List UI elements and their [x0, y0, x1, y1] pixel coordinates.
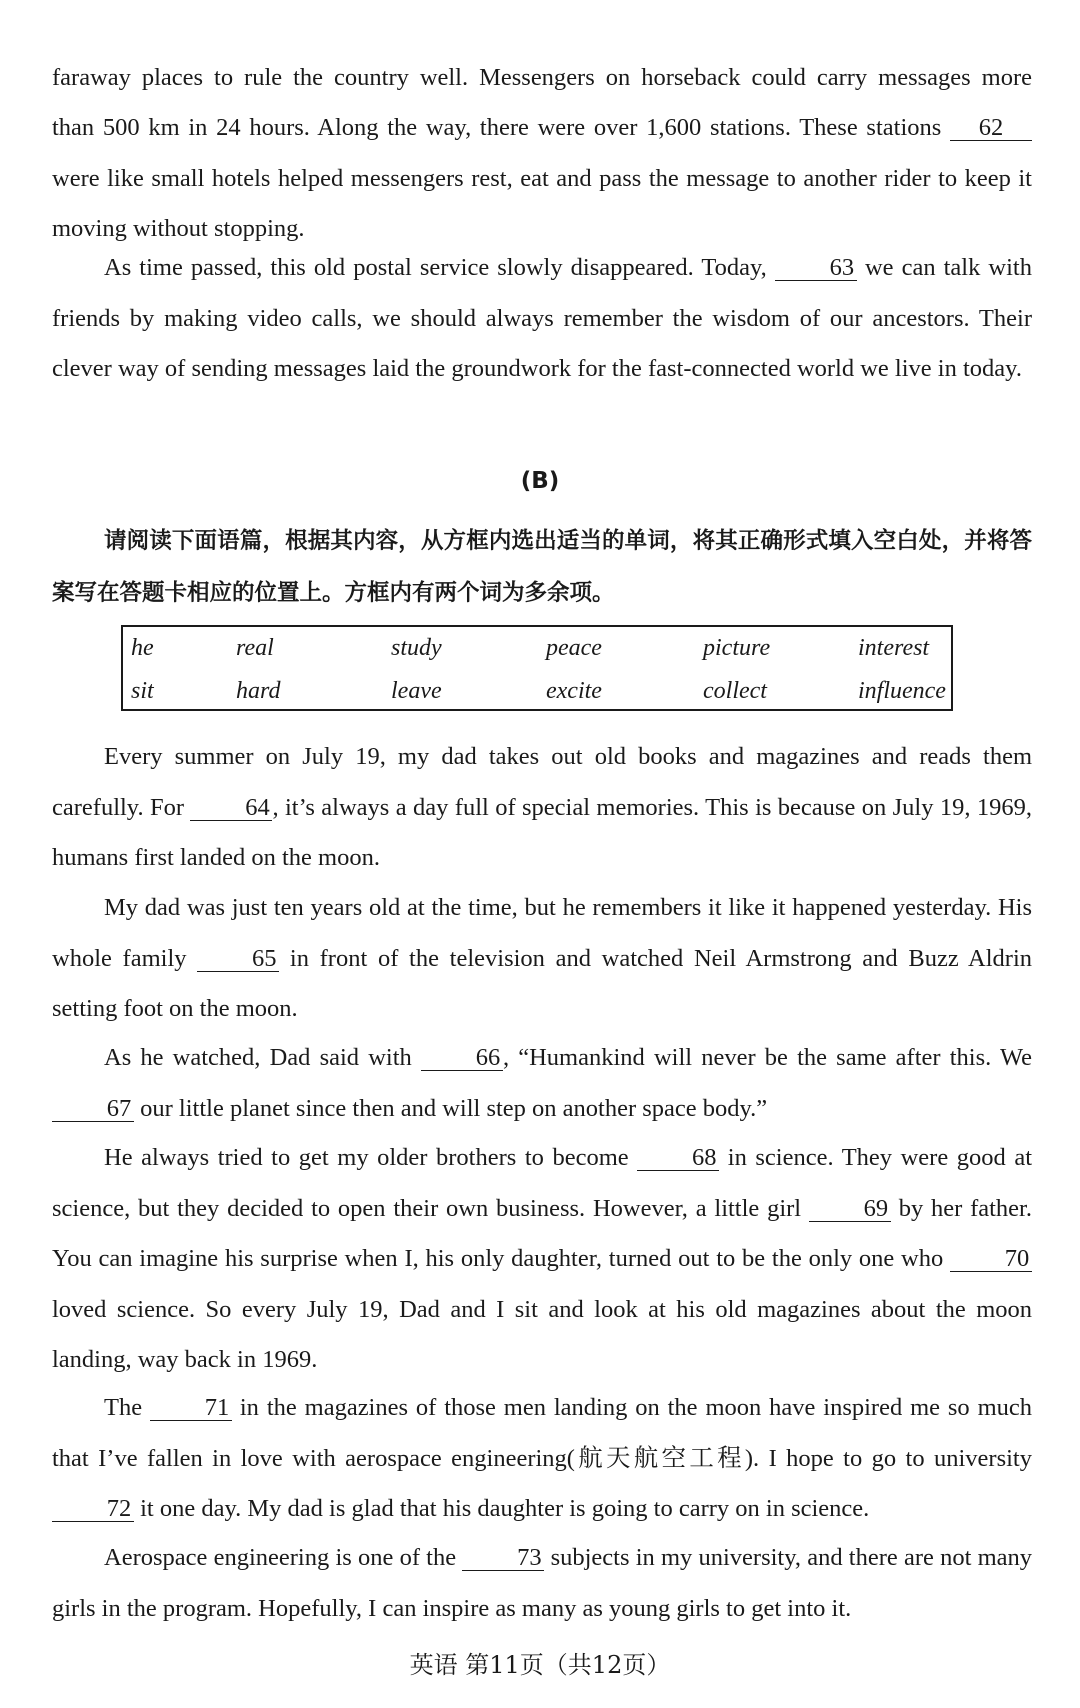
- blank-70[interactable]: 70: [950, 1247, 1032, 1272]
- passage-b-paragraph-4: [52, 1133, 1032, 1386]
- text-run: Aerospace engineering is one of the: [104, 1544, 457, 1571]
- word-option: hard: [236, 678, 281, 704]
- text-run: were like small hotels helped messengers rest, eat and pass the message to another rider to keep it moving without stopping.: [52, 164, 1032, 242]
- text-run: subjects in my university, and there are not many girls in the program. Hopefully, I can inspire as many as young girls to get into it.: [52, 1544, 1033, 1622]
- blank-72[interactable]: 72: [52, 1497, 134, 1522]
- passage-b-paragraph-1: [52, 732, 1032, 884]
- word-option: real: [236, 635, 274, 661]
- word-option: interest: [858, 635, 930, 661]
- text-run: than 500 km in 24 hours. Along the way, there were over 1,600 stations. These stations: [52, 114, 942, 141]
- passage-b-paragraph-3: [52, 1033, 1032, 1134]
- blank-71[interactable]: 71: [150, 1396, 232, 1421]
- word-option: leave: [391, 678, 442, 704]
- passage-b-paragraph-2: [52, 883, 1032, 1035]
- blank-69[interactable]: 69: [809, 1197, 891, 1222]
- text-run: we can talk with friends by making video calls, we should always remember the wisdom of our ancestors. Their clever way of sending messages laid the groundwork for the fast-connected world we live in today.: [52, 254, 1032, 382]
- blank-67[interactable]: 67: [52, 1097, 134, 1122]
- word-box: [121, 625, 953, 711]
- text-run: faraway places to rule the country well. Messengers on horseback could carry messages more: [52, 64, 1032, 91]
- passage-a-line-1: [52, 53, 1032, 104]
- text-run: As time passed, this old postal service slowly disappeared. Today,: [104, 254, 767, 281]
- text-run: He always tried to get my older brothers to become: [104, 1144, 629, 1171]
- blank-63[interactable]: 63: [775, 256, 857, 281]
- passage-a-paragraph-continued: [52, 103, 1032, 255]
- text-run: it one day. My dad is glad that his daughter is going to carry on in science.: [140, 1495, 870, 1522]
- text-run: As he watched, Dad said with: [104, 1044, 412, 1071]
- blank-73[interactable]: 73: [462, 1546, 544, 1571]
- text-run: our little planet since then and will step on another space body.”: [140, 1094, 768, 1122]
- word-option: sit: [131, 678, 154, 704]
- section-b-instructions: 请阅读下面语篇，根据其内容，从方框内选出适当的单词，将其正确形式填入空白处，并将答案写在答题卡相应的位置上。方框内有两个词为多余项。: [52, 528, 1032, 606]
- text-run: Every summer on July 19, my dad takes out old books and magazines and reads them carefully. For: [52, 743, 1032, 821]
- blank-62[interactable]: 62: [950, 116, 1032, 141]
- text-run: loved science. So every July 19, Dad and I sit and look at his old magazines about the moon landing, way back in 1969.: [52, 1295, 1032, 1373]
- blank-65[interactable]: 65: [197, 947, 279, 972]
- text-run: , “Humankind will never be the same after this. We: [502, 1044, 1032, 1071]
- text-run: in front of the television and watched Neil Armstrong and Buzz Aldrin setting foot on the moon.: [52, 944, 1032, 1022]
- blank-66[interactable]: 66: [421, 1046, 503, 1071]
- word-option: picture: [703, 635, 771, 661]
- text-run: My dad was just ten years old at the time, but he remembers it like it happened yesterday. His whole family: [52, 894, 1032, 972]
- word-option: influence: [858, 678, 946, 704]
- text-run: The: [104, 1394, 143, 1421]
- text-run: in the magazines of those men landing on the moon have inspired me so much that I’ve fallen in love with aerospace engineering(航天航空工程). I hope to go to university: [52, 1394, 1033, 1472]
- word-option: excite: [546, 678, 602, 704]
- page-footer: 英语 第11页（共12页）: [409, 1651, 671, 1679]
- blank-68[interactable]: 68: [637, 1146, 719, 1171]
- text-run: by her father. You can imagine his surprise when I, his only daughter, turned out to be the only one who: [52, 1194, 1032, 1272]
- passage-b-paragraph-5: [52, 1383, 1032, 1535]
- word-option: he: [131, 635, 154, 661]
- section-b-title: (B): [520, 468, 560, 494]
- text-run: in science. They were good at science, but they decided to open their own business. However, a little girl: [52, 1144, 1033, 1222]
- word-option: collect: [703, 678, 767, 704]
- passage-a-paragraph-2: [52, 243, 1032, 395]
- word-option: peace: [546, 635, 602, 661]
- blank-64[interactable]: 64: [190, 796, 272, 821]
- passage-b-paragraph-6: [52, 1533, 1032, 1634]
- word-option: study: [391, 635, 442, 661]
- text-run: , it’s always a day full of special memories. This is because on July 19, 1969, humans first landed on the moon.: [52, 793, 1033, 871]
